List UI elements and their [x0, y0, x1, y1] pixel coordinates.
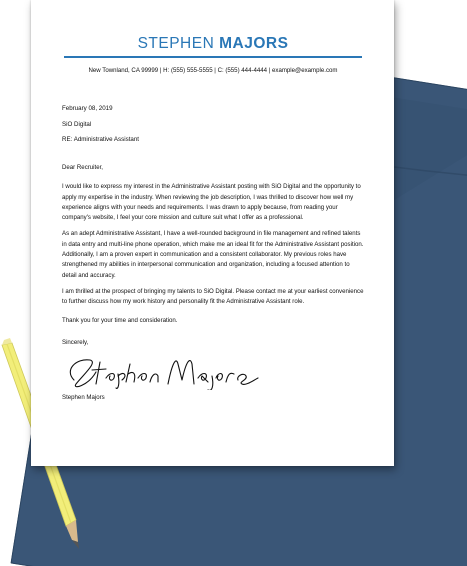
thanks-line: Thank you for your time and consideration. — [62, 316, 178, 324]
first-name: STEPHEN — [137, 35, 215, 52]
greeting: Dear Recruiter, — [62, 164, 103, 171]
letterhead-rule — [64, 56, 362, 58]
letter-meta — [62, 105, 364, 144]
last-name: MAJORS — [219, 35, 289, 52]
signed-name: Stephen Majors — [62, 394, 105, 402]
paragraph-1: I would like to express my interest in the Administrative Assistant posting with SiO Digital and the opportunity to apply my expertise in the industry. When reviewing the job description, I was thrilled to discover how well my experience aligns with your needs and requirements. I was drawn to apply because, from reading your company's website, I feel your core mission and culture suit what I offer as a professional. — [62, 183, 361, 222]
letter-date: February 08, 2019 — [62, 105, 113, 112]
letterhead-name — [62, 35, 364, 52]
handwritten-signature — [62, 350, 262, 390]
paragraph-3: I am thrilled at the prospect of bringing my talents to SiO Digital. Please contact me at your earliest convenience to further discuss how my work history and personality fit the Administrative Assistant role. — [62, 287, 364, 306]
paragraph-2: As an adept Administrative Assistant, I have a well-rounded background in file management and refined talents in data entry and multi-line phone operation, which make me an ideal fit for the Administrative Assistant position. Additionally, I am a proven expert in communication and a consistent collaborator. My previous roles have strengthened my abilities in interpersonal communication and organization, including a focused attention to detail and accuracy. — [62, 230, 364, 279]
recipient-company: SiO Digital — [62, 120, 92, 128]
contact-line: New Townland, CA 99999 | H: (555) 555-5555 | C: (555) 444-4444 | example@example.com — [88, 67, 338, 74]
letter-body — [62, 163, 364, 403]
closing-line: Sincerely, — [62, 338, 89, 346]
subject-line: RE: Administrative Assistant — [62, 136, 140, 143]
cover-letter-page — [31, 0, 394, 466]
